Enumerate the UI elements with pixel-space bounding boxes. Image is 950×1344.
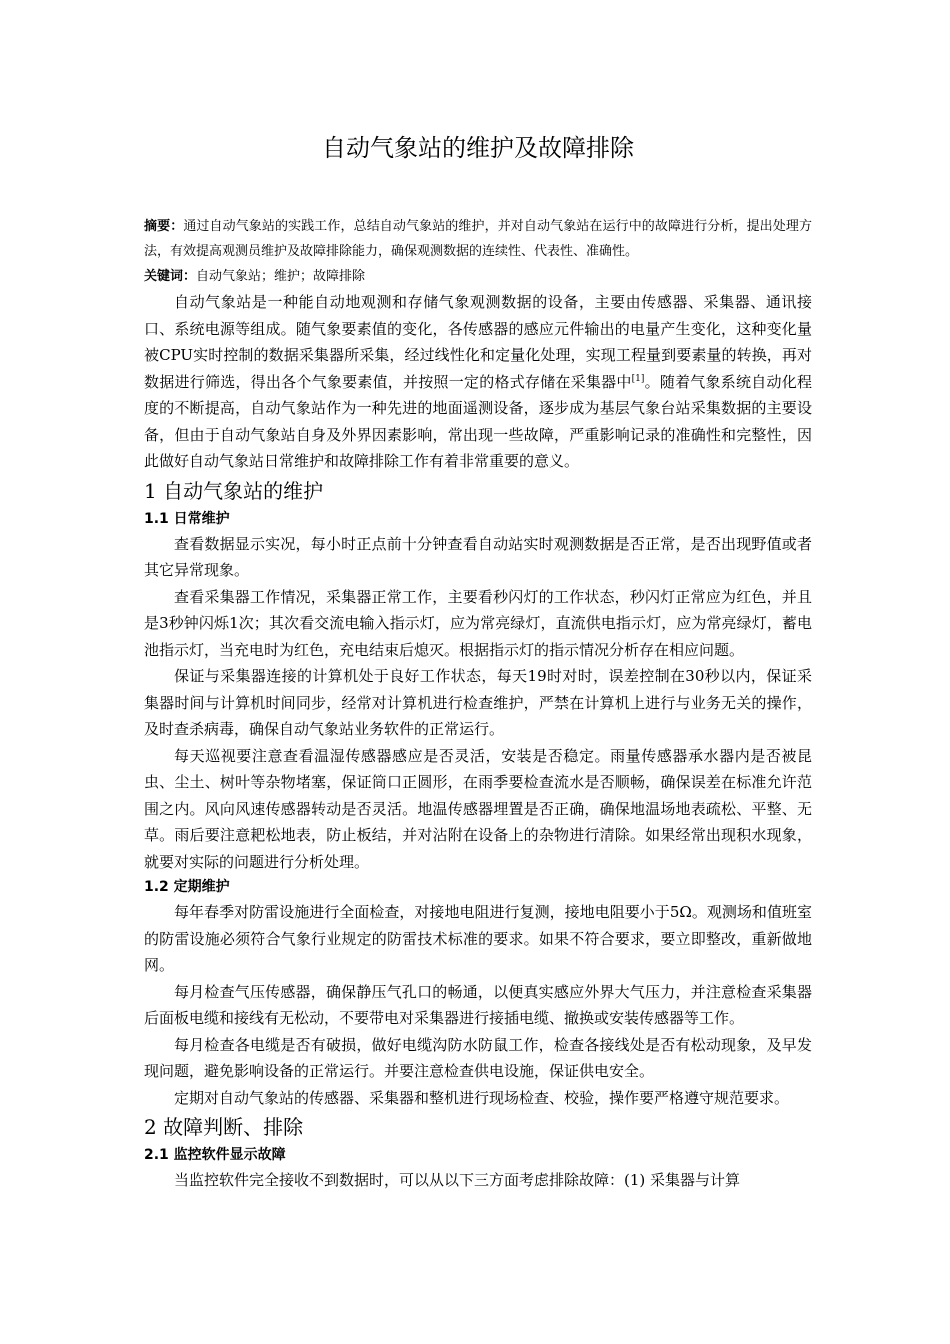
keywords-label: 关键词： <box>144 269 197 284</box>
intro-text-b: 。随着气象系统自动化程度的不断提高，自动气象站作为一种先进的地面遥测设备，逐步成为基层气象台站采集数据的主要设备，但由于自动气象站自身及外界因素影响，常出现一些故障，严重影响记录的准确性和完整性，因此做好自动气象站日常维护和故障排除工作有着非常重要的意义。 <box>144 372 812 470</box>
paragraph: 保证与采集器连接的计算机处于良好工作状态，每天19时对时，误差控制在30秒以内，保证采集器时间与计算机时间同步，经常对计算机进行检查维护，严禁在计算机上进行与业务无关的操作，及时查杀病毒，确保自动气象站业务软件的正常运行。 <box>144 667 812 738</box>
document-page <box>144 128 812 1194</box>
paragraph: 每天巡视要注意查看温湿传感器感应是否灵活，安装是否稳定。雨量传感器承水器内是否被昆虫、尘土、树叶等杂物堵塞，保证筒口正圆形，在雨季要检查流水是否顺畅，确保误差在标准允许范围之内。风向风速传感器转动是否灵活。地温传感器埋置是否正确，确保地温场地表疏松、平整、无草。雨后要注意耙松地表，防止板结，并对沾附在设备上的杂物进行清除。如果经常出现积水现象，就要对实际的问题进行分析处理。 <box>144 746 812 871</box>
document-title: 自动气象站的维护及故障排除 <box>322 134 634 162</box>
abstract <box>144 214 812 264</box>
paragraph: 查看数据显示实况，每小时正点前十分钟查看自动站实时观测数据是否正常，是否出现野值或者其它异常现象。 <box>144 534 812 579</box>
intro-text-a: 自动气象站是一种能自动地观测和存储气象观测数据的设备，主要由传感器、采集器、通讯接口、系统电源等组成。随气象要素值的变化，各传感器的感应元件输出的电量产生变化，这种变化量被CPU实时控制的数据采集器所采集，经过线性化和定量化处理，实现工程量到要素量的转换，再对数据进行筛选，得出各个气象要素值，并按照一定的格式存储在采集器中 <box>144 293 812 391</box>
paragraph: 每月检查各电缆是否有破损，做好电缆沟防水防鼠工作，检查各接线处是否有松动现象，及早发现问题，避免影响设备的正常运行。并要注意检查供电设施，保证供电安全。 <box>144 1035 812 1080</box>
abstract-label: 摘要： <box>144 219 184 234</box>
keywords <box>144 264 812 289</box>
paragraph: 查看采集器工作情况，采集器正常工作，主要看秒闪灯的工作状态，秒闪灯正常应为红色，并且是3秒钟闪烁1次；其次看交流电输入指示灯，应为常亮绿灯，直流供电指示灯，应为常亮绿灯，蓄电池指示灯，当充电时为红色，充电结束后熄灭。根据指示灯的指示情况分析存在相应问题。 <box>144 587 812 659</box>
section-1-1-heading: 1.1 日常维护 <box>144 510 230 527</box>
section-2-1-heading: 2.1 监控软件显示故障 <box>144 1147 286 1163</box>
abstract-text: 通过自动气象站的实践工作，总结自动气象站的维护，并对自动气象站在运行中的故障进行分析，提出处理方法，有效提高观测员维护及故障排除能力，确保观测数据的连续性、代表性、准确性。 <box>144 219 812 259</box>
section-2-heading: 2 故障判断、排除 <box>144 1115 304 1139</box>
section-1-heading: 1 自动气象站的维护 <box>144 478 324 503</box>
paragraph: 每月检查气压传感器，确保静压气孔口的畅通，以便真实感应外界大气压力，并注意检查采集器后面板电缆和接线有无松动，不要带电对采集器进行接插电缆、撤换或安装传感器等工作。 <box>144 982 812 1027</box>
paragraph: 定期对自动气象站的传感器、采集器和整机进行现场检查、校验，操作要严格遵守规范要求。 <box>174 1088 790 1107</box>
citation-ref: [1] <box>631 373 645 384</box>
section-1-2-heading: 1.2 定期维护 <box>144 879 230 895</box>
intro-paragraph <box>144 289 812 475</box>
paragraph: 当监控软件完全接收不到数据时，可以从以下三方面考虑排除故障：(1) 采集器与计算 <box>174 1171 741 1189</box>
keywords-text: 自动气象站；维护；故障排除 <box>196 269 366 284</box>
paragraph: 每年春季对防雷设施进行全面检查，对接地电阻进行复测，接地电阻要小于5Ω。观测场和值班室的防雷设施必须符合气象行业规定的防雷技术标准的要求。如果不符合要求，要立即整改，重新做地网。 <box>144 903 812 974</box>
